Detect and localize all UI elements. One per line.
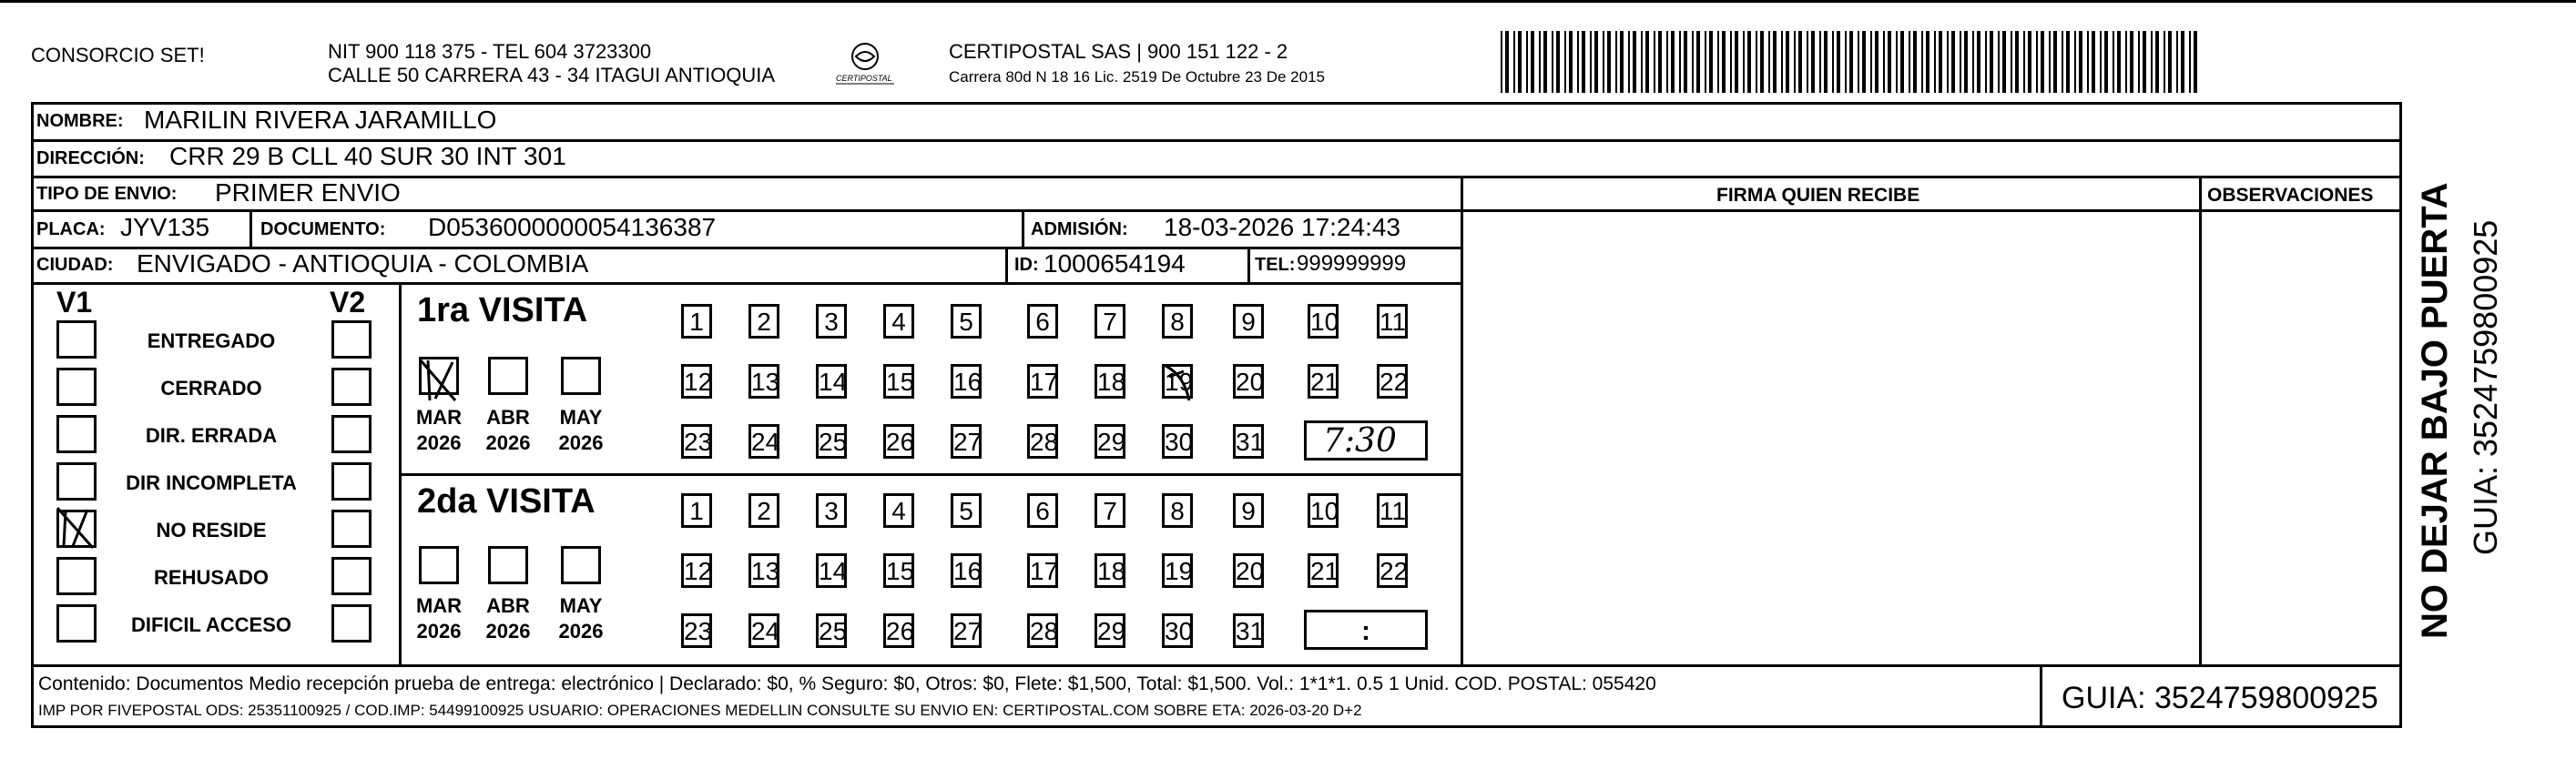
day-box[interactable]: 27	[951, 613, 982, 648]
v2-label: V2	[330, 286, 366, 319]
day-box[interactable]: 26	[883, 613, 914, 648]
day-box[interactable]: 19	[1162, 364, 1193, 399]
footer-contents: Contenido: Documentos Medio recepción prueba de entrega: electrónico | Declarado: $0, % Seguro: $0, Otros: $0, Flete: $1,500, Total: $1,500. Vol.: 1*1*1. 0.5 1 Unid. COD. POSTAL: 055420	[38, 673, 1656, 694]
certipostal-name: CERTIPOSTAL SAS | 900 151 122 - 2	[949, 40, 1288, 63]
day-box[interactable]: 8	[1162, 304, 1193, 339]
document-label: DOCUMENTO:	[260, 219, 386, 239]
day-box[interactable]: 16	[951, 553, 982, 588]
day-box[interactable]: 22	[1377, 553, 1408, 588]
day-box[interactable]: 11	[1377, 304, 1408, 339]
day-box[interactable]: 16	[951, 364, 982, 399]
status-label: NO RESIDE	[156, 519, 267, 541]
day-box[interactable]: 28	[1027, 424, 1058, 459]
year-label: 2026	[416, 620, 462, 643]
day-box[interactable]: 17	[1027, 364, 1058, 399]
year-label: 2026	[416, 431, 462, 454]
day-box[interactable]: 8	[1162, 493, 1193, 528]
day-box[interactable]: 4	[883, 493, 914, 528]
recipient-name: MARILIN RIVERA JARAMILLO	[144, 106, 497, 134]
day-box[interactable]: 1	[681, 304, 712, 339]
second-visit-time: :	[1361, 616, 1370, 646]
year-label: 2026	[558, 620, 604, 643]
year-label: 2026	[485, 620, 531, 643]
status-label: REHUSADO	[154, 566, 269, 589]
day-box[interactable]: 27	[951, 424, 982, 459]
day-box[interactable]: 18	[1095, 364, 1125, 399]
logo-text: CERTIPOSTAL	[836, 74, 892, 83]
day-box[interactable]: 18	[1095, 553, 1125, 588]
status-label: DIFICIL ACCESO	[130, 613, 291, 636]
company-name: CONSORCIO SET!	[31, 44, 205, 66]
day-box[interactable]: 11	[1377, 493, 1408, 528]
day-box[interactable]: 29	[1095, 613, 1125, 648]
first-visit-time: 7:30	[1323, 422, 1397, 460]
year-label: 2026	[485, 431, 531, 454]
signature-header: FIRMA QUIEN RECIBE	[1716, 185, 1920, 206]
admission-label: ADMISIÓN:	[1031, 219, 1128, 239]
day-box[interactable]: 30	[1162, 424, 1193, 459]
day-box[interactable]: 5	[951, 304, 982, 339]
city-value: ENVIGADO - ANTIOQUIA - COLOMBIA	[137, 249, 589, 278]
address-label: DIRECCIÓN:	[36, 148, 145, 168]
id-label: ID:	[1014, 255, 1039, 275]
city-label: CIUDAD:	[36, 255, 114, 275]
v1-label: V1	[56, 286, 93, 319]
month-label: MAY	[559, 594, 603, 617]
day-box[interactable]: 14	[816, 364, 847, 399]
certipostal-license: Carrera 80d N 18 16 Lic. 2519 De Octubre 23 De 2015	[949, 68, 1325, 86]
month-label: MAR	[415, 594, 463, 617]
day-box[interactable]: 26	[883, 424, 914, 459]
day-box[interactable]: 25	[816, 613, 847, 648]
day-box[interactable]: 25	[816, 424, 847, 459]
tel-value: 999999999	[1297, 251, 1407, 276]
day-box[interactable]: 24	[748, 613, 779, 648]
name-label: NOMBRE:	[36, 111, 124, 131]
day-box[interactable]: 23	[681, 613, 712, 648]
day-box[interactable]: 3	[816, 493, 847, 528]
side-guia: GUIA: 3524759800925	[2467, 219, 2504, 555]
day-box[interactable]: 12	[681, 553, 712, 588]
footer-guia: GUIA: 3524759800925	[2062, 681, 2378, 715]
month-label: MAR	[415, 406, 463, 429]
month-label: MAY	[559, 406, 603, 429]
status-label: ENTREGADO	[147, 329, 276, 352]
day-box[interactable]: 20	[1233, 553, 1264, 588]
day-box[interactable]: 2	[748, 493, 779, 528]
day-box[interactable]: 7	[1095, 493, 1125, 528]
observations-header: OBSERVACIONES	[2207, 185, 2374, 206]
day-box[interactable]: 1	[681, 493, 712, 528]
month-label: ABR	[486, 594, 530, 617]
day-box[interactable]: 19	[1162, 553, 1193, 588]
status-label: CERRADO	[160, 377, 262, 400]
day-box[interactable]: 13	[748, 364, 779, 399]
day-box[interactable]: 6	[1027, 304, 1058, 339]
company-address: CALLE 50 CARRERA 43 - 34 ITAGUI ANTIOQUIA	[328, 64, 776, 86]
status-label: DIR. ERRADA	[145, 424, 278, 447]
day-box[interactable]: 13	[748, 553, 779, 588]
month-label: ABR	[486, 406, 530, 429]
day-box[interactable]: 29	[1095, 424, 1125, 459]
day-box[interactable]: 5	[951, 493, 982, 528]
type-label: TIPO DE ENVIO:	[36, 184, 178, 204]
year-label: 2026	[558, 431, 604, 454]
day-box[interactable]: 6	[1027, 493, 1058, 528]
recipient-address: CRR 29 B CLL 40 SUR 30 INT 301	[169, 142, 566, 170]
day-box[interactable]: 17	[1027, 553, 1058, 588]
day-box[interactable]: 21	[1308, 364, 1339, 399]
day-box[interactable]: 14	[816, 553, 847, 588]
day-box[interactable]: 28	[1027, 613, 1058, 648]
side-text	[2413, 137, 2576, 646]
tel-label: TEL:	[1255, 255, 1296, 275]
day-box[interactable]: 9	[1233, 304, 1264, 339]
day-box[interactable]: 3	[816, 304, 847, 339]
day-box[interactable]: 4	[883, 304, 914, 339]
document-value: D0536000000054136387	[428, 213, 717, 241]
id-value: 1000654194	[1044, 249, 1186, 278]
day-box[interactable]: 15	[883, 364, 914, 399]
plate-label: PLACA:	[36, 219, 106, 239]
footer-imp: IMP POR FIVEPOSTAL ODS: 25351100925 / COD.IMP: 54499100925 USUARIO: OPERACIONES MEDELLIN CONSULTE SU ENVIO EN: CERTIPOSTAL.COM SOBRE ETA: 2026-03-20 D+2	[38, 702, 1362, 719]
plate-value: JYV135	[120, 213, 210, 241]
day-box[interactable]: 7	[1095, 304, 1125, 339]
day-box[interactable]: 20	[1233, 364, 1264, 399]
day-box[interactable]: 22	[1377, 364, 1408, 399]
no-dejar-warning: NO DEJAR BAJO PUERTA	[2415, 182, 2455, 639]
day-box[interactable]: 21	[1308, 553, 1339, 588]
day-box[interactable]: 31	[1233, 613, 1264, 648]
second-visit-title: 2da VISITA	[417, 482, 596, 521]
company-nit: NIT 900 118 375 - TEL 604 3723300	[328, 40, 652, 63]
day-box[interactable]: 2	[748, 304, 779, 339]
day-box[interactable]: 10	[1308, 493, 1339, 528]
shipment-type: PRIMER ENVIO	[215, 178, 401, 207]
day-box[interactable]: 15	[883, 553, 914, 588]
day-box[interactable]: 23	[681, 424, 712, 459]
day-box[interactable]: 31	[1233, 424, 1264, 459]
day-box[interactable]: 10	[1308, 304, 1339, 339]
status-label: DIR INCOMPLETA	[126, 471, 297, 494]
day-box[interactable]: 9	[1233, 493, 1264, 528]
day-box[interactable]: 24	[748, 424, 779, 459]
day-box[interactable]: 30	[1162, 613, 1193, 648]
admission-value: 18-03-2026 17:24:43	[1164, 213, 1400, 241]
first-visit-title: 1ra VISITA	[417, 291, 588, 329]
day-box[interactable]: 12	[681, 364, 712, 399]
